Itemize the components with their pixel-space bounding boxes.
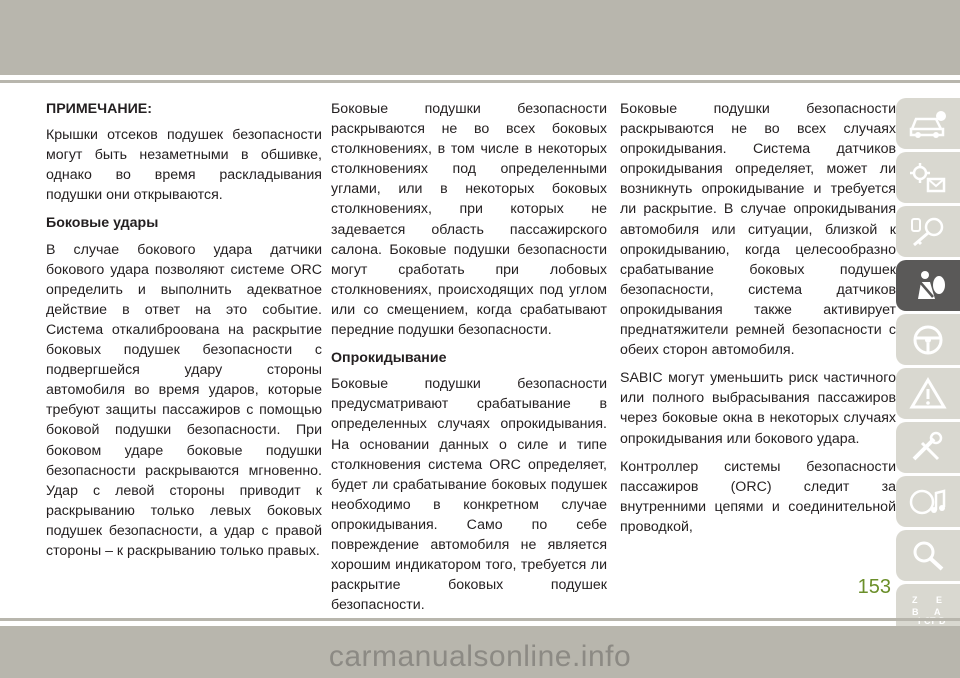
top-divider <box>0 80 960 83</box>
tab-dashboard-lights[interactable] <box>896 152 960 203</box>
seatbelt-airbag-icon <box>908 269 948 303</box>
section-heading-rollover: Опрокидывание <box>331 350 447 367</box>
sabic-paragraph: SABIC могут уменьшить риск частичного или полного выбрасывания пассажиров через боковые окна в некоторых случаях опрокидывания или бокового удара. <box>620 370 896 447</box>
orc-paragraph: Контроллер системы безопасности пассажиров (ORC) следит за внутренними цепями и соединительной проводкой, <box>620 458 896 535</box>
tools-icon <box>908 431 948 465</box>
steering-wheel-icon <box>908 323 948 357</box>
top-band <box>0 0 960 75</box>
car-info-icon <box>908 107 948 141</box>
svg-text:Z: Z <box>912 594 918 605</box>
multimedia-icon <box>908 485 948 519</box>
keys-icon <box>908 215 948 249</box>
svg-text:A: A <box>934 606 941 617</box>
chapter-sidebar <box>896 98 960 638</box>
section-heading-side-impacts: Боковые удары <box>46 215 159 232</box>
text-column-2 <box>331 99 607 623</box>
text-column-1 <box>46 99 322 569</box>
side-impacts-paragraph: В случае бокового удара датчики бокового удара позволяют системе ORC определить и выполнить адекватное действие в ответ на это событие. Система откалиброована на раскрытие боковых подушек безопасности с подвергшейся удару стороны автомобиля во время ударов, которые требуют защиты пассажиров с помощью боковой подушки безопасности. При боковом ударе боковые подушки безопасности раскрываются мгновенно. Удар с левой стороны приводит к раскрыванию только левых боковых подушек безопасности, а удар с правой стороны – к раскрыванию только правых. <box>46 241 322 559</box>
side-airbag-paragraph: Боковые подушки безопасности раскрываются не во всех боковых столкновениях, в том числе в некоторых столкновениях под определенными углами, или в некоторых боковых столкновениях, при которых не задевается область пассажирского салона. Боковые подушки безопасности могут сработать при лобовых столкновениях, происходящих под углом или со смещением, когда срабатывают передние подушки безопасности. <box>331 101 607 339</box>
page-number: 153 <box>857 576 891 598</box>
rollover-paragraph: Боковые подушки безопасности предусматривают срабатывание в определенных случаях опрокидывания. На основании данных о силе и типе столкновения система ORC определяет, будет ли срабатывание боковых подушек необходимо в конкретном случае опрокидывания. Само по себе повреждение автомобиля не является хорошим индикатором того, требуется ли раскрытие боковых подушек безопасности. <box>331 376 607 614</box>
rollover-sensor-paragraph: Боковые подушки безопасности раскрываются не во всех случаях опрокидывания. Система датчиков опрокидывания определяет, может ли возникнуть опрокидывание и требуется ли раскрытие. В случае опрокидывания автомобиля или ситуации, близкой к опрокидыванию, когда целесообразно срабатывание боковых подушек безопасности, система датчиков опрокидывания также активирует преднатяжители ремней безопасности с обеих сторон автомобиля. <box>620 101 896 359</box>
note-heading: ПРИМЕЧАНИЕ: <box>46 101 152 117</box>
warning-triangle-icon <box>908 377 948 411</box>
tab-steering-wheel[interactable] <box>896 314 960 365</box>
bottom-divider <box>0 618 960 621</box>
tab-warning[interactable] <box>896 368 960 419</box>
tab-multimedia[interactable] <box>896 476 960 527</box>
dashboard-lights-icon <box>908 161 948 195</box>
tab-keys[interactable] <box>896 206 960 257</box>
index-icon <box>908 593 948 627</box>
svg-text:E: E <box>936 594 943 605</box>
text-column-3 <box>620 99 896 545</box>
note-text: Крышки отсеков подушек безопасности могут быть незаметными в обшивке, однако во время раскладывания подушки они открываются. <box>46 127 322 204</box>
tab-maintenance[interactable] <box>896 530 960 581</box>
tab-car-info[interactable] <box>896 98 960 149</box>
tab-seatbelt-airbag[interactable] <box>896 260 960 311</box>
tab-tools[interactable] <box>896 422 960 473</box>
svg-text:B: B <box>912 606 919 617</box>
watermark-text: carmanualsonline.info <box>328 640 632 673</box>
maintenance-icon <box>908 539 948 573</box>
